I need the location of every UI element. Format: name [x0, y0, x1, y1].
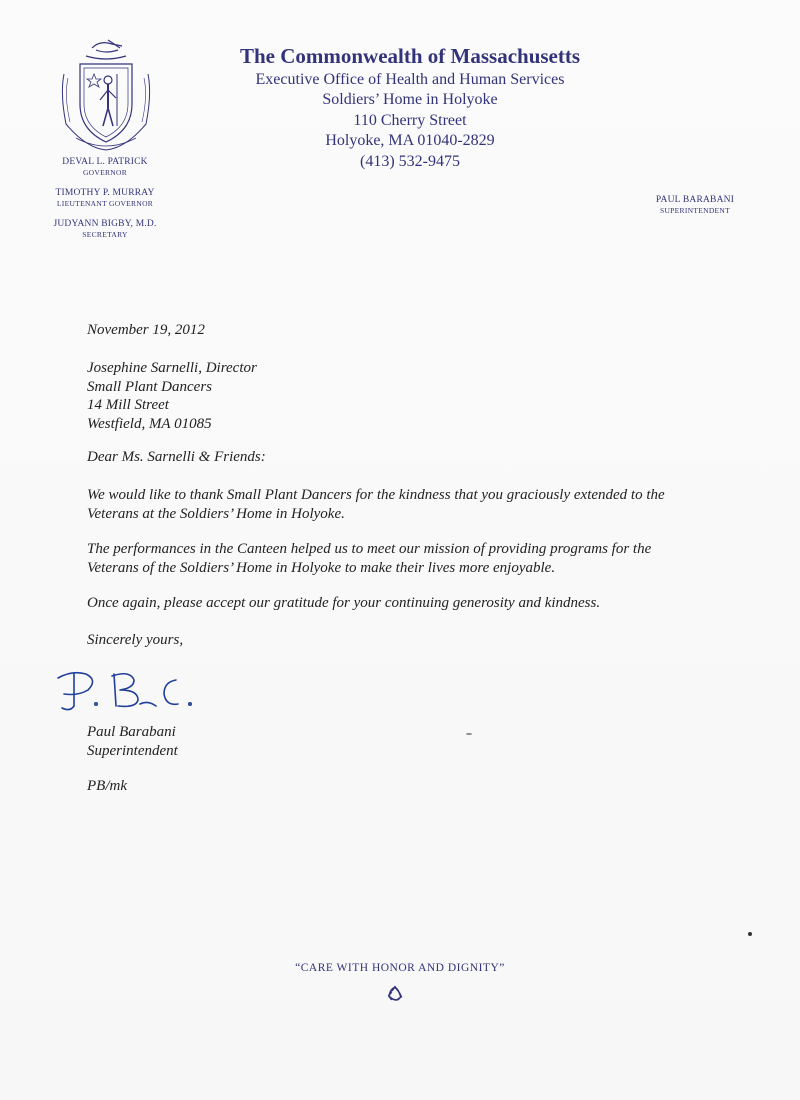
- official-name: JUDYANN BIGBY, M.D.: [53, 219, 157, 229]
- salutation: Dear Ms. Sarnelli & Friends:: [87, 449, 266, 465]
- handwritten-signature: [52, 660, 232, 720]
- recycle-icon: [386, 985, 404, 1003]
- letterhead-line: Executive Office of Health and Human Services: [255, 71, 565, 88]
- superintendent-name: PAUL BARABANI: [655, 195, 735, 205]
- official-role: LIEUTENANT GOVERNOR: [56, 199, 154, 208]
- paragraph-line: We would like to thank Small Plant Dancers for the kindness that you graciously extended to the: [87, 487, 665, 503]
- recipient-line: Westfield, MA 01085: [87, 415, 212, 432]
- official-name: DEVAL L. PATRICK: [62, 157, 148, 167]
- letterhead-line: 110 Cherry Street: [353, 111, 467, 129]
- official-lieutenant-governor: [30, 188, 180, 209]
- paragraph-gratitude: Once again, please accept our gratitude for your continuing generosity and kindness.: [87, 595, 601, 611]
- letter-date: November 19, 2012: [87, 322, 205, 338]
- paragraph-mission: [87, 540, 651, 578]
- paragraph-line: Veterans of the Soldiers’ Home in Holyoke to make their lives more enjoyable.: [87, 560, 556, 576]
- recipient-line: Small Plant Dancers: [87, 378, 212, 395]
- letterhead-line: Soldiers’ Home in Holyoke: [322, 91, 498, 109]
- official-governor: [30, 157, 180, 178]
- letterhead-title: The Commonwealth of Massachusetts: [239, 44, 581, 68]
- typist-initials: PB/mk: [87, 778, 127, 794]
- letterhead-line: Holyoke, MA 01040-2829: [325, 132, 495, 150]
- superintendent-role: SUPERINTENDENT: [659, 206, 731, 215]
- official-role: GOVERNOR: [82, 168, 128, 177]
- recipient-line: Josephine Sarnelli, Director: [87, 360, 257, 376]
- letterhead-address: [200, 70, 620, 172]
- superintendent-block: [620, 195, 770, 216]
- recipient-address: [87, 359, 257, 433]
- paragraph-line: Veterans at the Soldiers’ Home in Holyoke.: [87, 506, 345, 522]
- signer-block: [87, 723, 178, 761]
- closing: Sincerely yours,: [87, 632, 184, 648]
- signer-name: Paul Barabani: [87, 724, 176, 740]
- paper-speck: [748, 932, 752, 936]
- recipient-line: 14 Mill Street: [87, 397, 169, 413]
- signer-title: Superintendent: [87, 743, 178, 759]
- state-seal-icon: [56, 34, 156, 154]
- official-role: SECRETARY: [82, 230, 128, 239]
- officials-list: [30, 157, 180, 250]
- paper-speck: [466, 733, 472, 735]
- paragraph-line: The performances in the Canteen helped us to meet our mission of providing programs for the: [87, 541, 652, 557]
- letterhead-line: (413) 532-9475: [360, 152, 460, 170]
- footer-motto: “CARE WITH HONOR AND DIGNITY”: [295, 962, 505, 974]
- paragraph-thanks: [87, 486, 665, 524]
- official-secretary: [30, 219, 180, 240]
- official-name: TIMOTHY P. MURRAY: [55, 188, 155, 198]
